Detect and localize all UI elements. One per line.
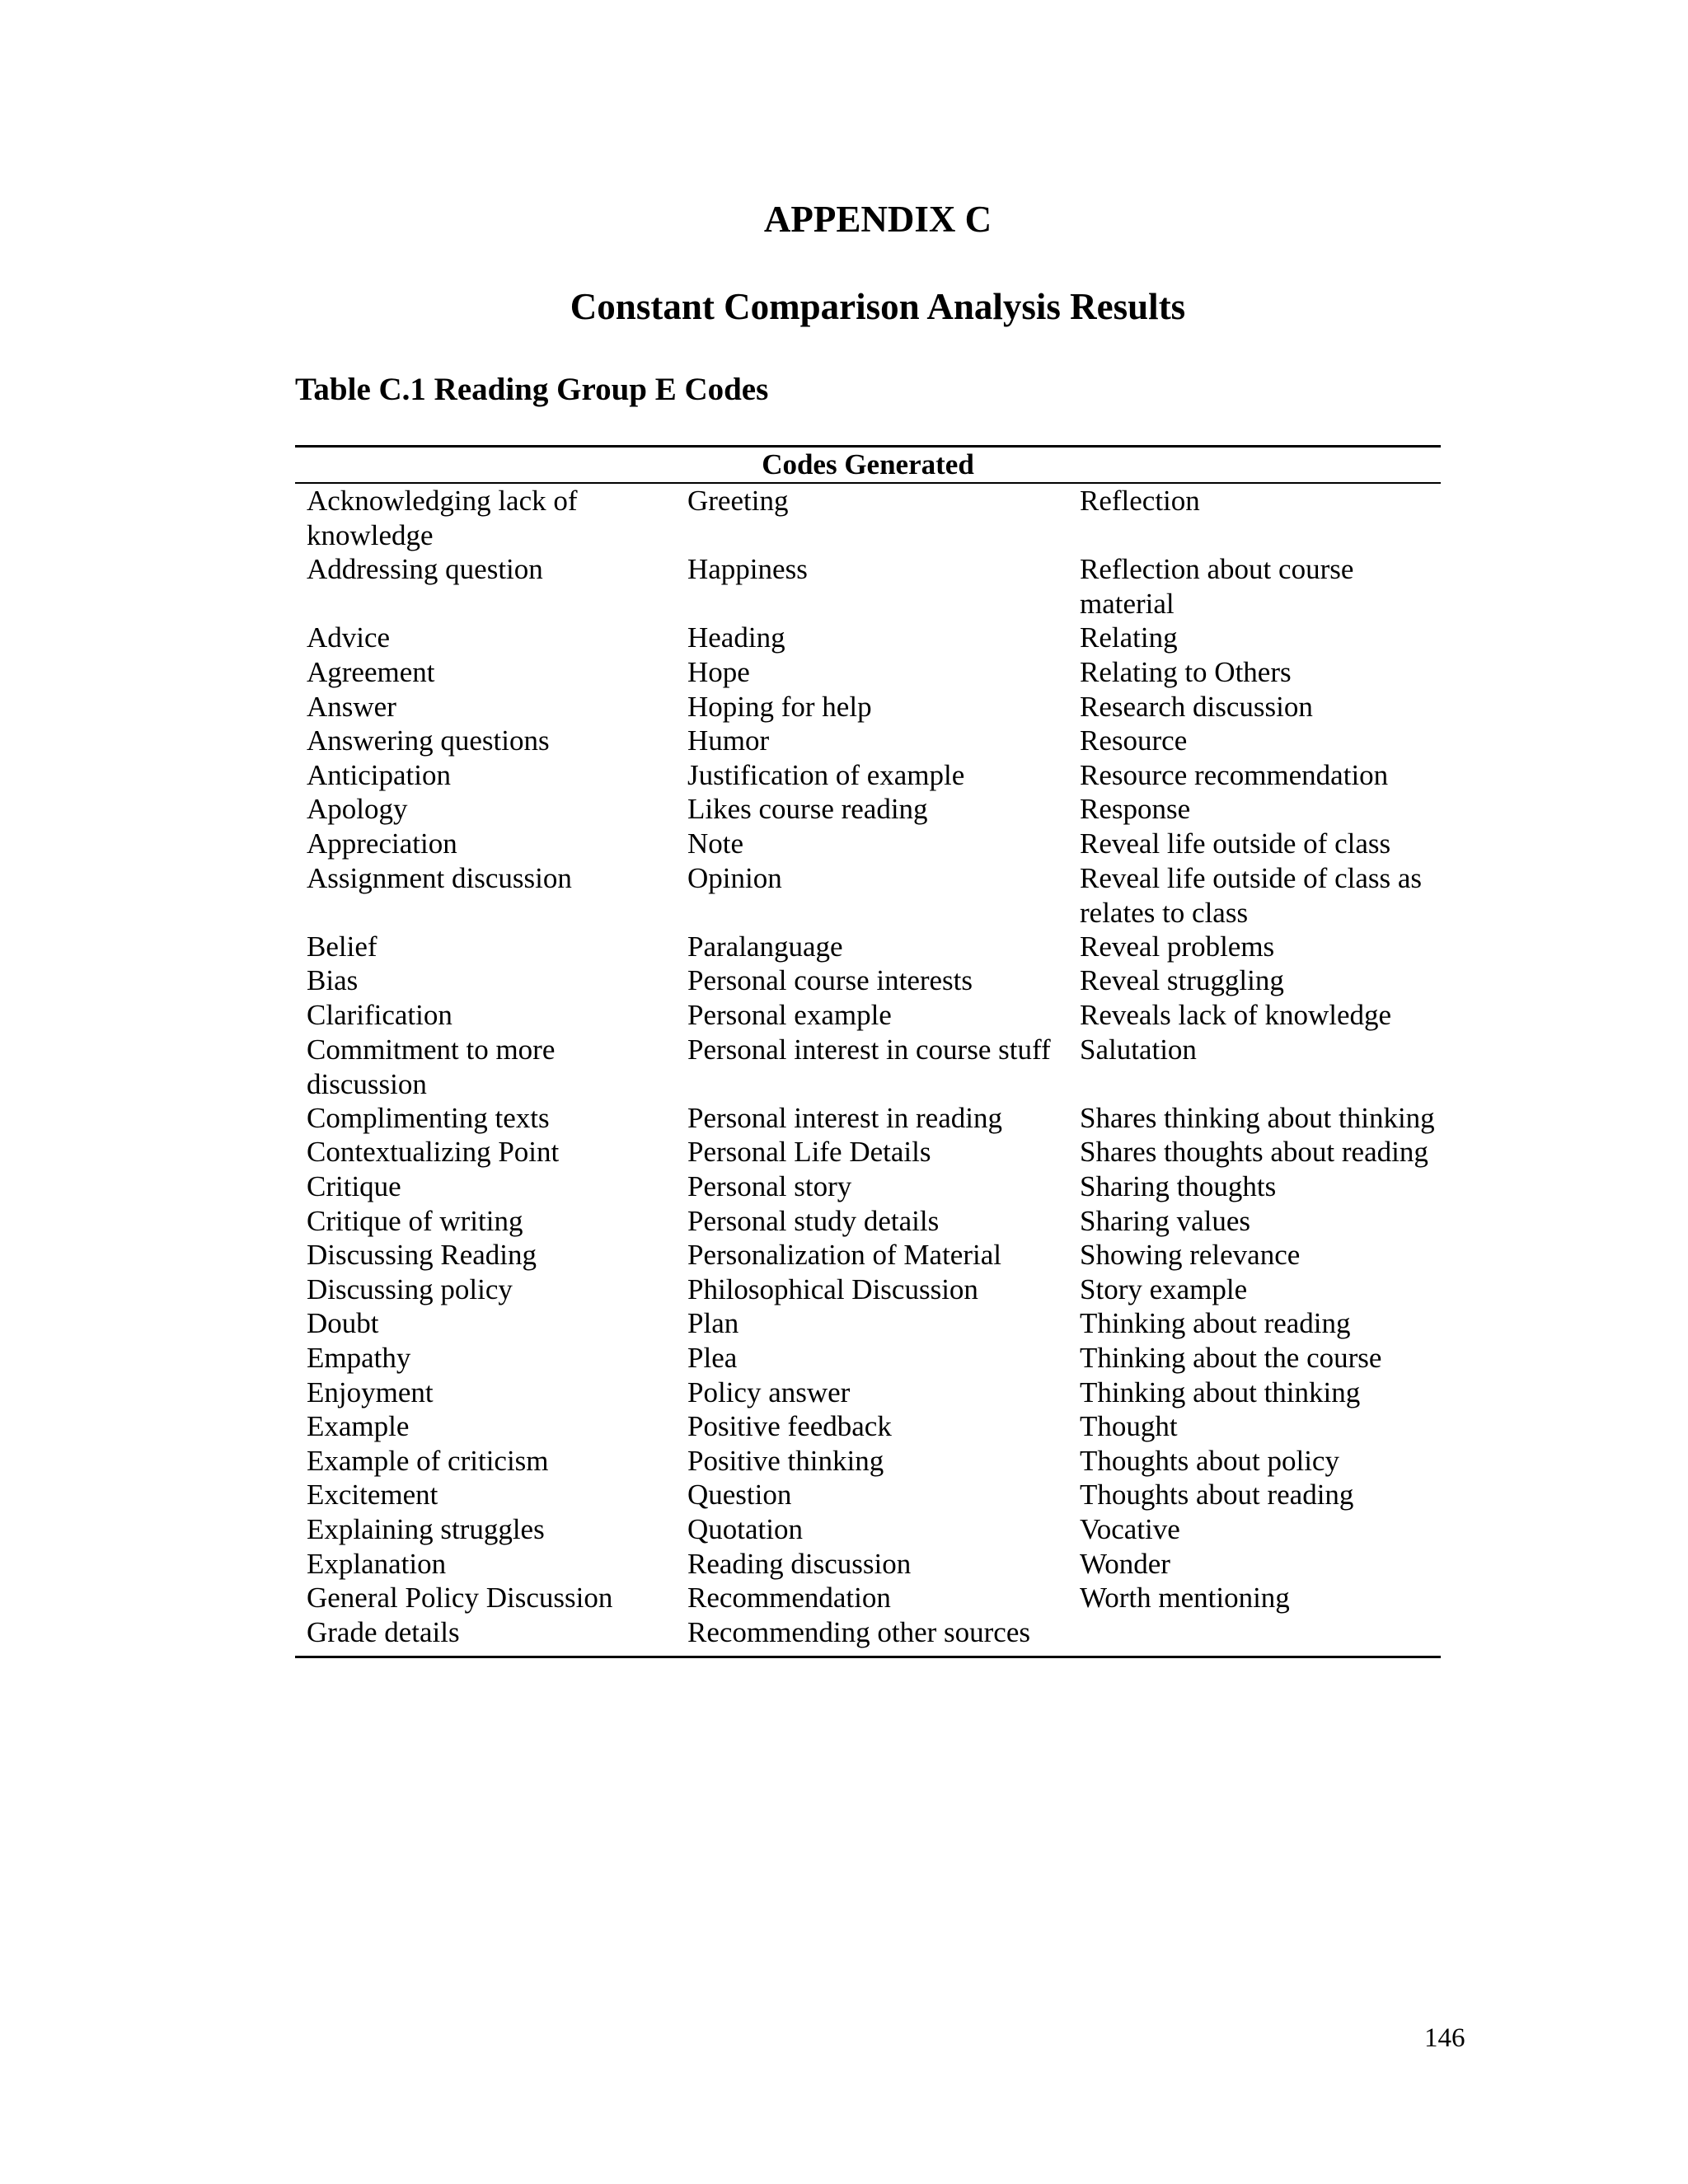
- table-cell: Resource: [1080, 724, 1188, 757]
- table-cell: Addressing question: [307, 553, 543, 586]
- table-cell: Relating to Others: [1080, 656, 1292, 688]
- table-cell: Research discussion: [1080, 690, 1313, 723]
- table-cell: Heading: [687, 621, 785, 654]
- table-cell: Vocative: [1080, 1513, 1180, 1545]
- table-cell: Excitement: [307, 1479, 438, 1511]
- table-cell: Answering questions: [307, 724, 550, 757]
- table-cell: Explaining struggles: [307, 1513, 545, 1545]
- codes-table-header: Codes Generated: [295, 448, 1441, 484]
- table-cell: Thought: [1080, 1410, 1178, 1443]
- table-cell: Plea: [687, 1342, 738, 1374]
- table-cell: General Policy Discussion: [307, 1582, 613, 1615]
- table-cell: Story example: [1080, 1272, 1248, 1305]
- table-cell: Positive feedback: [687, 1410, 892, 1443]
- table-cell: Reveal struggling: [1080, 964, 1284, 997]
- table-cell: Quotation: [687, 1513, 803, 1545]
- table-cell: Note: [687, 827, 744, 860]
- table-cell: Resource recommendation: [1080, 758, 1389, 791]
- table-cell: Personal story: [687, 1170, 852, 1202]
- table-cell: Recommendation: [687, 1582, 891, 1615]
- table-cell: Discussing policy: [307, 1272, 513, 1305]
- page-number: 146: [1424, 2023, 1465, 2053]
- table-cell: Reading discussion: [687, 1547, 912, 1580]
- table-cell: Example of criticism: [307, 1444, 549, 1477]
- table-cell: Happiness: [687, 553, 808, 586]
- table-cell: Critique: [307, 1170, 401, 1202]
- table-cell: Grade details: [307, 1615, 460, 1648]
- table-cell: Sharing thoughts: [1080, 1170, 1277, 1202]
- table-cell: Reflection: [1080, 485, 1200, 517]
- table-cell: Commitment to more discussion: [307, 1033, 556, 1100]
- table-cell: Humor: [687, 724, 770, 757]
- table-cell: Likes course reading: [687, 793, 928, 826]
- table-cell: Assignment discussion: [307, 861, 572, 894]
- table-cell: Complimenting texts: [307, 1101, 550, 1134]
- table-cell: Reveal life outside of class: [1080, 827, 1391, 860]
- table-cell: Example: [307, 1410, 410, 1443]
- table-cell: Doubt: [307, 1307, 379, 1340]
- table-cell: Hoping for help: [687, 690, 872, 723]
- table-cell: Empathy: [307, 1342, 411, 1374]
- table-cell: Positive thinking: [687, 1444, 884, 1477]
- table-cell: Opinion: [687, 861, 782, 894]
- table-cell: Personalization of Material: [687, 1239, 1001, 1272]
- table-cell: Anticipation: [307, 758, 451, 791]
- table-cell: Advice: [307, 621, 391, 654]
- table-cell: Bias: [307, 964, 359, 997]
- table-cell: Belief: [307, 930, 377, 963]
- table-cell: Recommending other sources: [687, 1615, 1031, 1648]
- table-cell: Greeting: [687, 485, 789, 517]
- table-cell: Plan: [687, 1307, 739, 1340]
- table-cell: Personal course interests: [687, 964, 973, 997]
- table-cell: Appreciation: [307, 827, 457, 860]
- table-cell: Reveal problems: [1080, 930, 1275, 963]
- table-cell: Sharing values: [1080, 1204, 1251, 1237]
- table-cell: Thoughts about reading: [1080, 1479, 1354, 1511]
- table-cell: Personal interest in course stuff: [687, 1033, 1051, 1066]
- table-cell: Thinking about the course: [1080, 1342, 1382, 1374]
- table-cell: Reveal life outside of class as relates to class: [1080, 861, 1423, 929]
- table-cell: Reflection about course material: [1080, 553, 1354, 621]
- table-cell: Shares thinking about thinking: [1080, 1101, 1435, 1134]
- table-cell: Acknowledging lack of knowledge: [307, 485, 578, 551]
- table-cell: Salutation: [1080, 1033, 1197, 1066]
- table-cell: Wonder: [1080, 1547, 1170, 1580]
- table-cell: Personal study details: [687, 1204, 940, 1237]
- table-cell: Response: [1080, 793, 1191, 826]
- table-cell: Critique of writing: [307, 1204, 523, 1237]
- table-cell: Philosophical Discussion: [687, 1272, 978, 1305]
- codes-table: [295, 445, 1441, 1658]
- table-cell: Thinking about reading: [1080, 1307, 1351, 1340]
- table-cell: Worth mentioning: [1080, 1582, 1290, 1615]
- table-cell: Justification of example: [687, 758, 965, 791]
- table-cell: Paralanguage: [687, 930, 843, 963]
- table-cell: Personal example: [687, 999, 892, 1031]
- section-title: Constant Comparison Analysis Results: [570, 286, 1186, 327]
- table-cell: Enjoyment: [307, 1376, 434, 1408]
- table-cell: Shares thoughts about reading: [1080, 1136, 1428, 1169]
- table-cell: Thoughts about policy: [1080, 1444, 1339, 1477]
- table-cell: Clarification: [307, 999, 452, 1031]
- table-cell: Apology: [307, 793, 408, 826]
- table-cell: Contextualizing Point: [307, 1136, 560, 1169]
- table-cell: Answer: [307, 690, 396, 723]
- table-cell: Hope: [687, 656, 750, 688]
- table-cell: Agreement: [307, 656, 435, 688]
- table-caption: Table C.1 Reading Group E Codes: [295, 372, 769, 407]
- table-cell: Reveals lack of knowledge: [1080, 999, 1392, 1031]
- table-cell: Personal interest in reading: [687, 1101, 1002, 1134]
- table-cell: Discussing Reading: [307, 1239, 537, 1272]
- appendix-title: APPENDIX C: [763, 199, 992, 240]
- table-cell: Policy answer: [687, 1376, 851, 1408]
- table-cell: Personal Life Details: [687, 1136, 931, 1169]
- codes-table-body: [295, 484, 1441, 1656]
- table-cell: Showing relevance: [1080, 1239, 1301, 1272]
- table-cell: Relating: [1080, 621, 1178, 654]
- table-cell: Explanation: [307, 1547, 447, 1580]
- table-cell: Thinking about thinking: [1080, 1376, 1361, 1408]
- table-cell: Question: [687, 1479, 792, 1511]
